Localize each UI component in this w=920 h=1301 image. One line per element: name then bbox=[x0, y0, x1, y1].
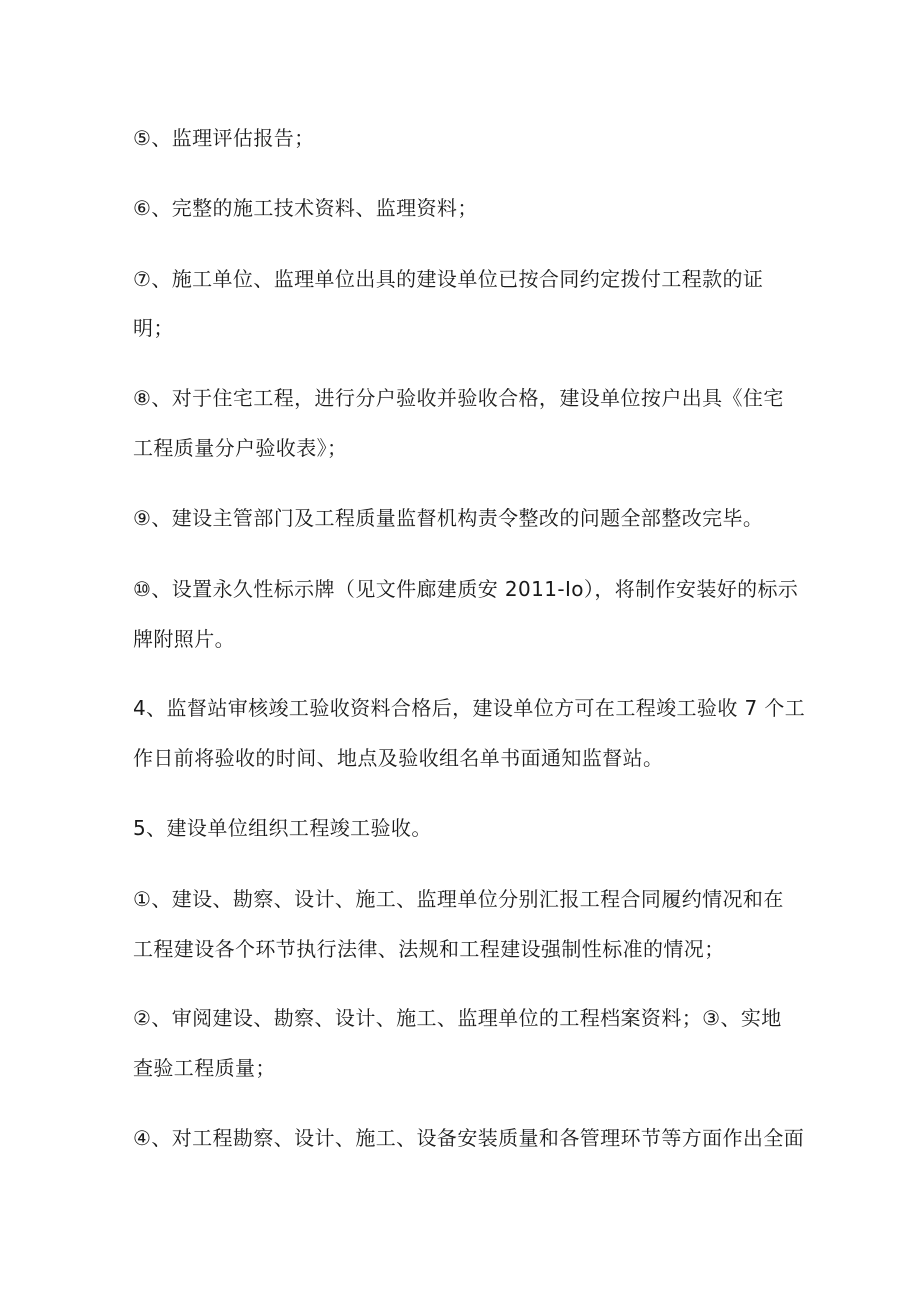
paragraph-6-line-1: ⑥、完整的施工技术资料、监理资料； bbox=[133, 196, 478, 220]
item-5-line-1: 5、建设单位组织工程竣工验收。 bbox=[133, 816, 432, 840]
sub-2-line-2: 查验工程质量； bbox=[133, 1056, 276, 1080]
paragraph-10-line-1: ⑩、设置永久性标示牌（见文件廊建质安 2011-Io），将制作安装好的标示 bbox=[133, 577, 799, 601]
paragraph-7-line-1: ⑦、施工单位、监理单位出具的建设单位已按合同约定拨付工程款的证 bbox=[133, 267, 764, 291]
item-4-line-2: 作日前将验收的时间、地点及验收组名单书面通知监督站。 bbox=[133, 746, 664, 770]
sub-1-line-2: 工程建设各个环节执行法律、法规和工程建设强制性标准的情况； bbox=[133, 937, 725, 961]
item-4-line-1: 4、监督站审核竣工验收资料合格后，建设单位方可在工程竣工验收 7 个工 bbox=[133, 696, 806, 720]
sub-2-line-1: ②、审阅建设、勘察、设计、施工、监理单位的工程档案资料；③、实地 bbox=[133, 1006, 782, 1030]
paragraph-10-line-2: 牌附照片。 bbox=[133, 627, 235, 651]
paragraph-8-line-2: 工程质量分户验收表》； bbox=[133, 436, 348, 460]
sub-4-line-1: ④、对工程勘察、设计、施工、设备安装质量和各管理环节等方面作出全面 bbox=[133, 1126, 805, 1150]
paragraph-7-line-2: 明； bbox=[133, 316, 174, 340]
paragraph-8-line-1: ⑧、对于住宅工程，进行分户验收并验收合格，建设单位按户出具《住宅 bbox=[133, 386, 784, 410]
paragraph-5-line-1: ⑤、监理评估报告； bbox=[133, 126, 315, 150]
sub-1-line-1: ①、建设、勘察、设计、施工、监理单位分别汇报工程合同履约情况和在 bbox=[133, 887, 784, 911]
paragraph-9-line-1: ⑨、建设主管部门及工程质量监督机构责令整改的问题全部整改完毕。 bbox=[133, 506, 764, 530]
